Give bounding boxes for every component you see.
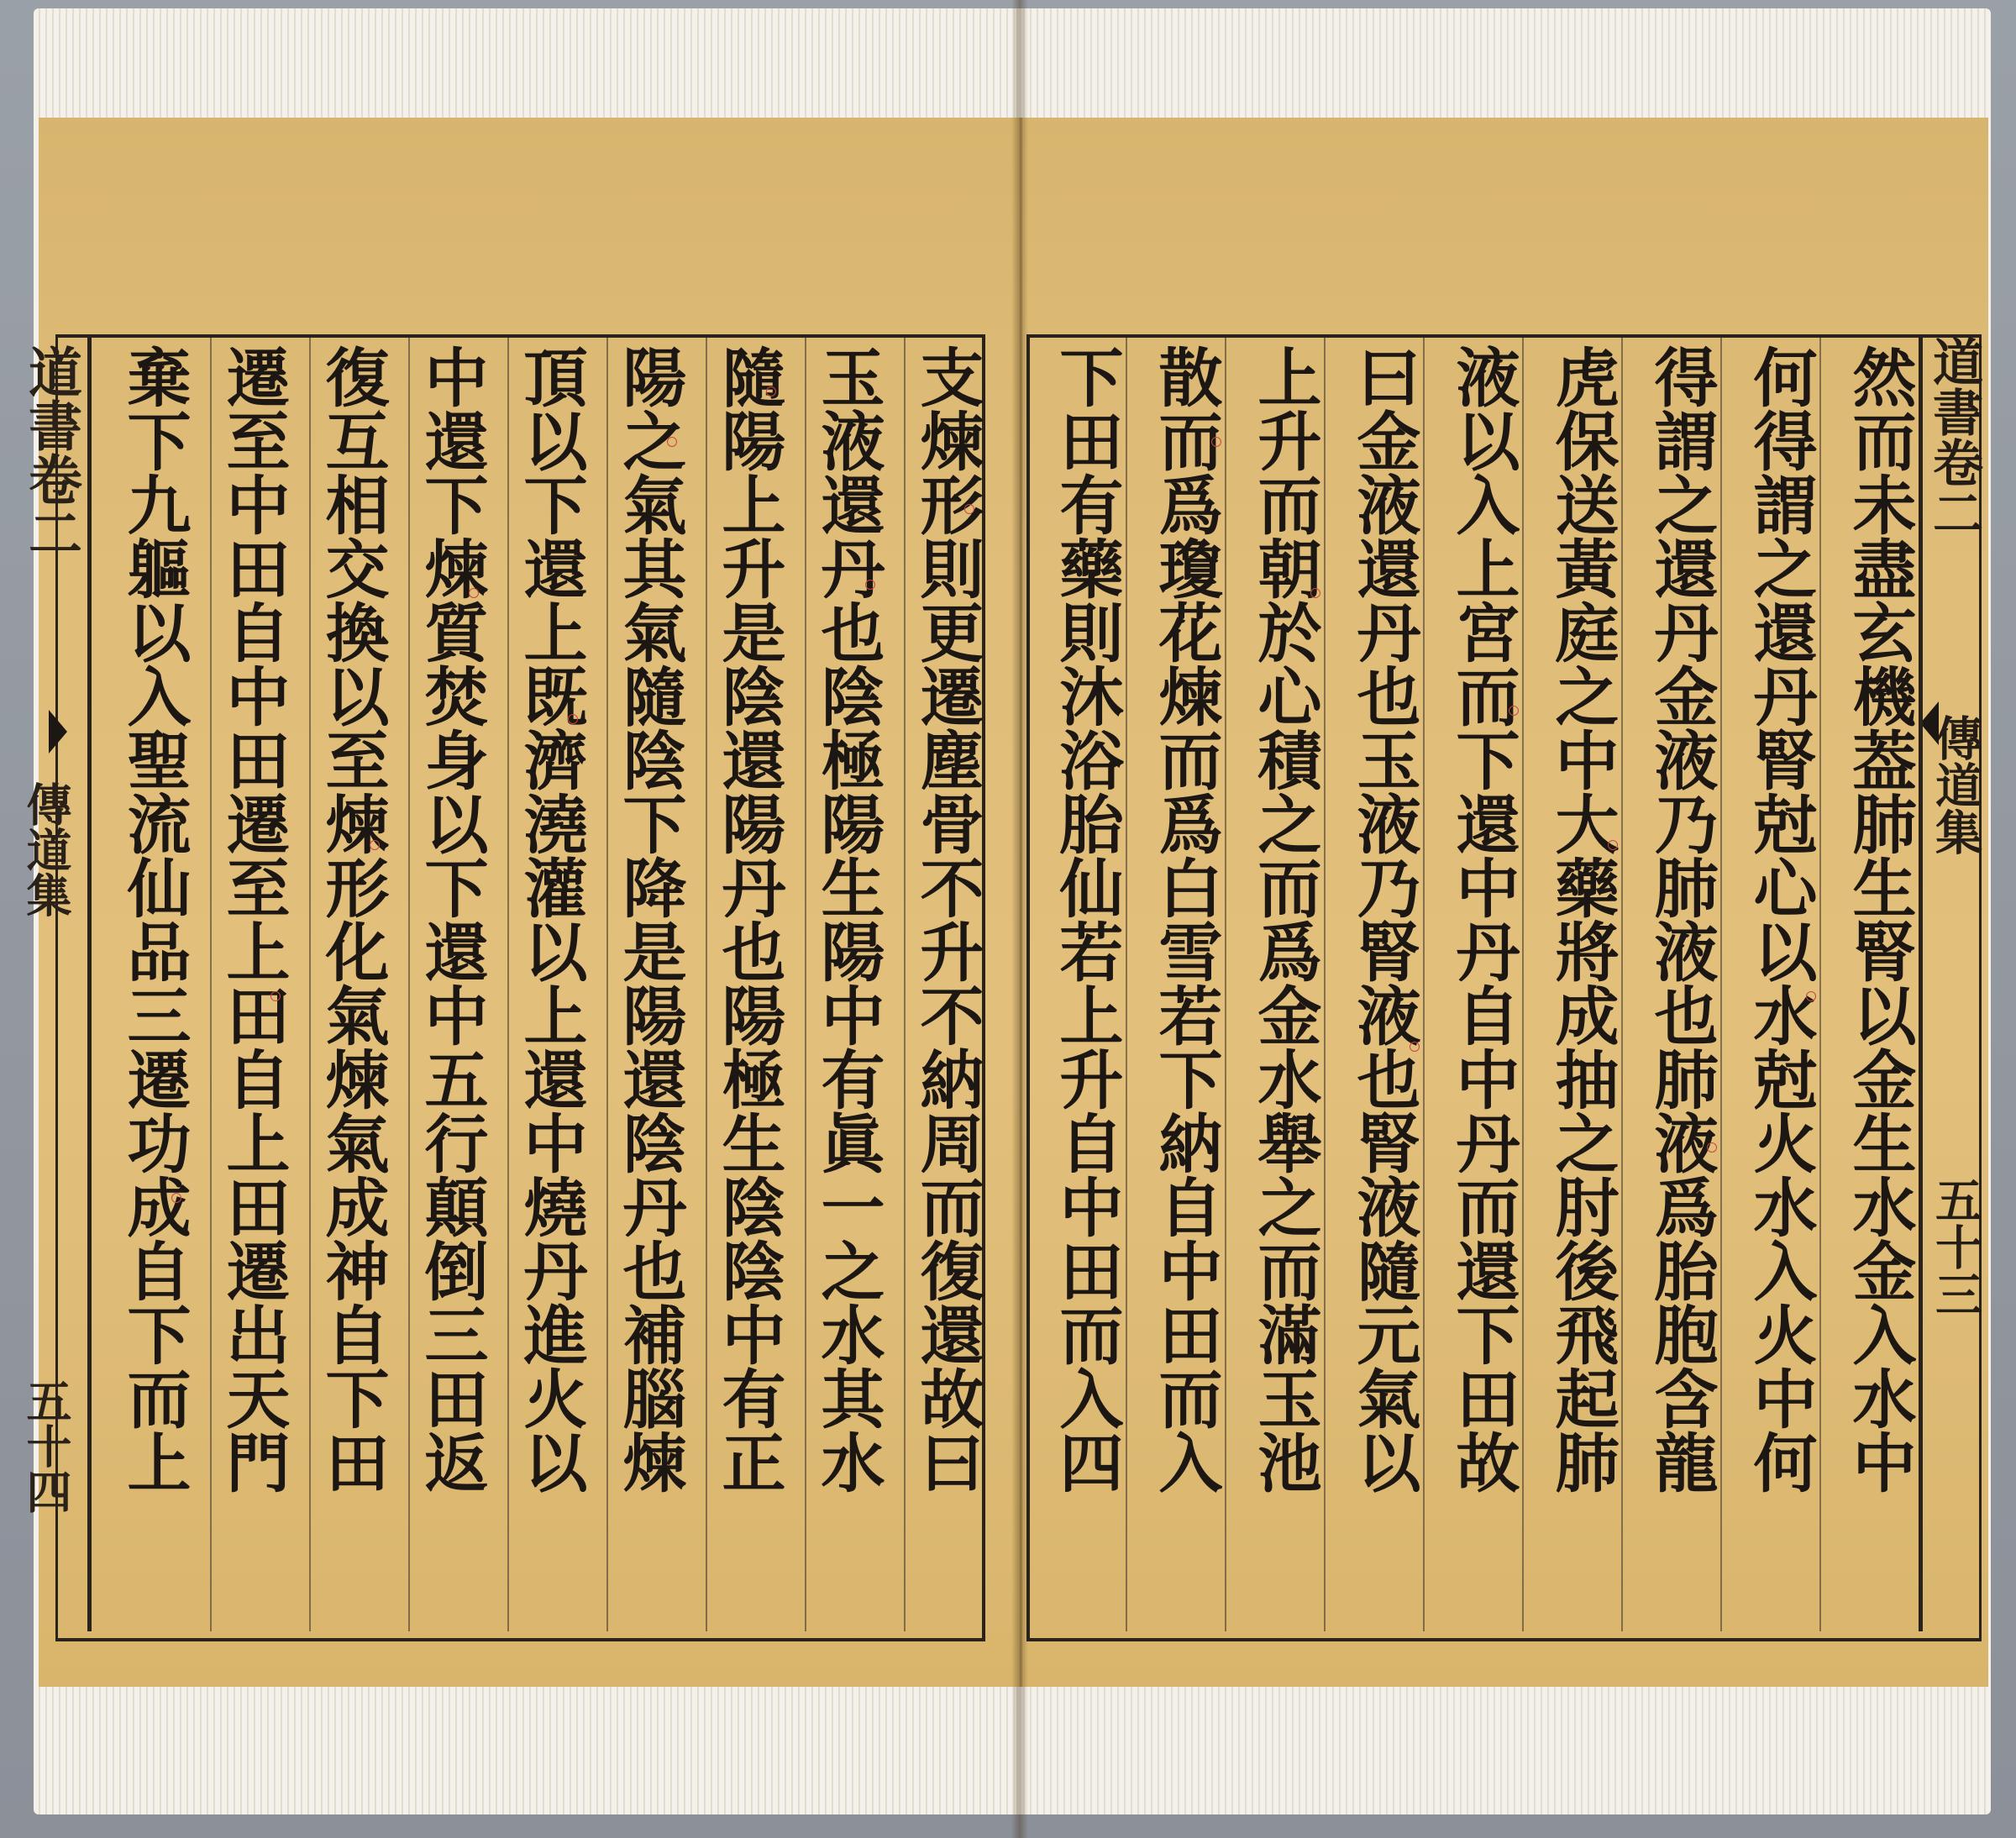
red-annotation-circle: [964, 504, 974, 514]
column-rule: [805, 338, 806, 1631]
column-rule: [706, 338, 707, 1631]
right-text-column: [1546, 344, 1618, 1494]
column-rule: [210, 338, 212, 1631]
column-text: 液以入上宮而下還中丹自中丹而還下田故: [1446, 344, 1520, 1494]
right-margin-leaf-number: 五十三: [1928, 1176, 1983, 1317]
column-text: 得謂之還丹金液乃肺液也肺液爲胎胞含龍: [1644, 344, 1719, 1494]
right-text-column: [1744, 344, 1816, 1494]
red-annotation-circle: [270, 991, 281, 1001]
right-text-column: [1446, 344, 1519, 1494]
red-annotation-circle: [1211, 437, 1221, 447]
left-text-column: [911, 344, 983, 1494]
left-text-column: [217, 344, 289, 1494]
left-text-column: [712, 344, 785, 1494]
column-text: 下田有藥則沐浴胎仙若上升自中田而入四: [1049, 344, 1124, 1494]
red-annotation-circle: [1410, 1042, 1420, 1052]
left-text-column: [514, 344, 586, 1494]
left-text-column: [811, 344, 884, 1494]
left-banxin-border: [87, 338, 92, 1631]
column-text: 虎保送黃庭之中大藥將成抽之肘後飛起肺: [1545, 344, 1620, 1494]
red-annotation-circle: [469, 588, 479, 598]
left-fishtail-mark: [49, 710, 67, 754]
column-rule: [507, 338, 509, 1631]
column-text: 何得謂之還丹腎尅心以水尅火水入火中何: [1743, 344, 1818, 1494]
left-margin-leaf-number: 五十四: [19, 1378, 73, 1514]
right-fishtail-mark: [1920, 701, 1939, 745]
column-text: 棄下九軀以入聖流仙品三遷功成自下而上: [117, 344, 192, 1494]
red-annotation-circle: [667, 437, 677, 447]
column-rule: [408, 338, 410, 1631]
red-annotation-circle: [1310, 588, 1320, 598]
right-margin-title: 道書卷二: [1924, 336, 1983, 538]
red-annotation-circle: [568, 714, 578, 724]
right-text-column: [1149, 344, 1221, 1494]
column-text: 頂以下還上既濟澆灌以上還中燒丹進火以: [513, 344, 588, 1494]
column-text: 遷至中田自中田遷至上田自上田遷出天門: [216, 344, 291, 1494]
column-text: 中還下煉質焚身以下還中五行顛倒三田返: [414, 344, 489, 1494]
column-text: 上升而朝於心積之而爲金水舉之而滿玉池: [1247, 344, 1322, 1494]
red-annotation-circle: [865, 580, 875, 590]
right-text-column: [1248, 344, 1320, 1494]
column-rule: [904, 338, 906, 1631]
left-margin-title: 道書卷二: [19, 344, 82, 559]
left-text-column: [118, 344, 190, 1494]
column-text: 曰金液還丹也玉液乃腎液也腎液隨元氣以: [1347, 344, 1421, 1494]
right-margin-collection: 傳道集: [1928, 714, 1983, 855]
column-text: 隨陽上升是陰還陽丹也陽極生陰陰中有正: [711, 344, 786, 1494]
red-annotation-circle: [1806, 991, 1816, 1001]
left-margin-collection: 傳道集: [19, 781, 73, 917]
column-text: 然而未盡玄機葢肺生腎以金生水金入水中: [1842, 344, 1917, 1494]
red-annotation-circle: [1707, 1142, 1717, 1153]
column-rule: [606, 338, 608, 1631]
red-annotation-circle: [1509, 706, 1519, 716]
right-text-column: [1843, 344, 1915, 1494]
column-rule: [309, 338, 311, 1631]
book-gutter: [1011, 0, 1028, 1838]
column-text: 支煉形則更遷塵骨不升不納周而復還故曰: [910, 344, 984, 1494]
right-text-column: [1347, 344, 1420, 1494]
left-text-column: [316, 344, 388, 1494]
red-annotation-circle: [171, 1193, 181, 1203]
column-text: 復互相交換以至煉形化氣煉氣成神自下田: [315, 344, 390, 1494]
column-text: 散而爲瓊花煉而爲白雪若下納自中田而入: [1148, 344, 1223, 1494]
red-annotation-circle: [370, 840, 380, 850]
column-text: 玉液還丹也陰極陽生陽中有眞一之水其水: [811, 344, 885, 1494]
column-text: 陽之氣其氣隨陰下降是陽還陰丹也補腦煉: [612, 344, 687, 1494]
left-text-column: [613, 344, 685, 1494]
right-text-column: [1645, 344, 1717, 1494]
right-text-column: [1050, 344, 1122, 1494]
left-text-column: [415, 344, 487, 1494]
red-annotation-circle: [766, 386, 776, 396]
red-annotation-circle: [1608, 840, 1618, 850]
